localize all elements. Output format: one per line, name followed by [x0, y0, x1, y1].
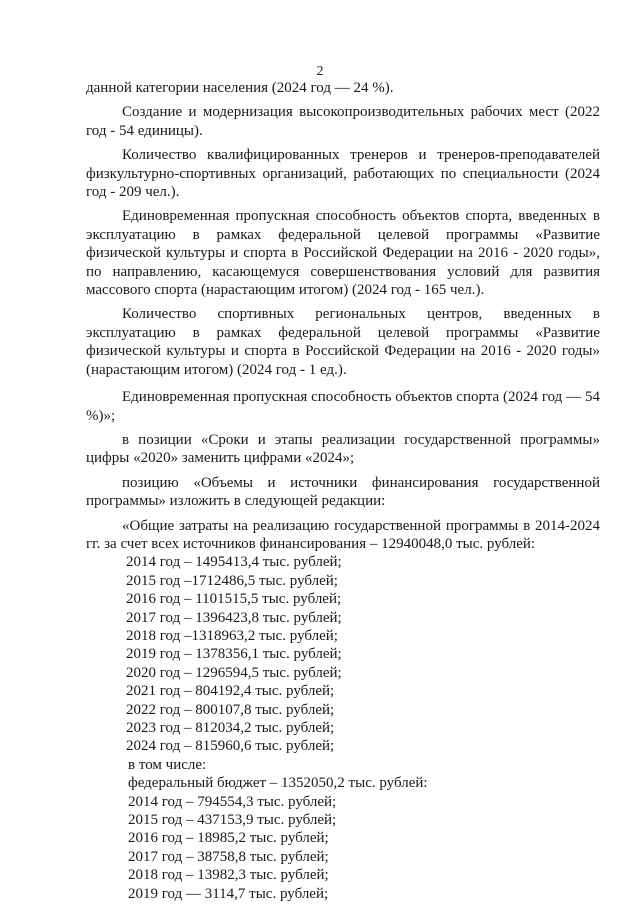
paragraph: Единовременная пропускная способность объектов спорта, введенных в эксплуатацию в рамках федеральной целевой программы «Развитие физической культуры и спорта в Российской Федерации на 2016 - 2020 годы», по направлению, касающемуся совершенствования условий для развития массового спорта (нарастающим итогом) (2024 год - 165 чел.). — [86, 208, 600, 299]
paragraph: Количество квалифицированных тренеров и тренеров-преподавателей физкультурно-спортивных организаций, работающих по специальности (2024 год - 209 чел.). — [86, 147, 600, 201]
page-number: 2 — [316, 64, 324, 79]
list-item: 2017 год – 38758,8 тыс. рублей; — [128, 848, 329, 865]
list-item: 2022 год – 800107,8 тыс. рублей; — [126, 701, 335, 718]
list-item: 2023 год – 812034,2 тыс. рублей; — [126, 720, 335, 736]
paragraph: «Общие затраты на реализацию государственной программы в 2014-2024 гг. за счет всех источников финансирования – 12940048,0 тыс. рублей: — [86, 517, 600, 552]
paragraph: данной категории населения (2024 год — 24 %). — [86, 80, 394, 96]
paragraph: Количество спортивных региональных центров, введенных в эксплуатацию в рамках федеральной целевой программы «Развитие физической культуры и спорта в Российской Федерации на 2016 - 2020 годы» (нарастающим итогом) (2024 год - 1 ед.). — [86, 306, 600, 378]
paragraph: позицию «Объемы и источники финансирования государственной программы» изложить в следующей редакции: — [86, 474, 600, 510]
list-item: 2018 год –1318963,2 тыс. рублей; — [126, 627, 338, 644]
list-item: 2014 год – 1495413,4 тыс. рублей; — [126, 554, 342, 571]
list-item: 2016 год – 1101515,5 тыс. рублей; — [126, 591, 342, 608]
document-body — [86, 79, 600, 903]
list-item: 2021 год – 804192,4 тыс. рублей; — [126, 683, 335, 700]
paragraph: Создание и модернизация высокопроизводительных рабочих мест (2022 год - 54 единицы). — [86, 104, 600, 139]
list-item: 2024 год – 815960,6 тыс. рублей; — [126, 738, 335, 755]
list-item: 2015 год –1712486,5 тыс. рублей; — [126, 572, 338, 589]
paragraph: Единовременная пропускная способность объектов спорта (2024 год — 54 %)»; — [86, 389, 600, 424]
including-label: в том числе: — [128, 756, 207, 773]
list-item: 2017 год – 1396423,8 тыс. рублей; — [126, 609, 342, 626]
federal-list — [86, 793, 600, 903]
totals-list — [86, 553, 600, 755]
list-item: 2019 год — 3114,7 тыс. рублей; — [128, 885, 329, 902]
paragraph: в позиции «Сроки и этапы реализации государственной программы» цифры «2020» заменить цифрами «2024»; — [86, 431, 600, 467]
list-item: 2016 год – 18985,2 тыс. рублей; — [128, 830, 329, 847]
list-item: 2015 год – 437153,9 тыс. рублей; — [128, 812, 337, 829]
list-item: 2019 год – 1378356,1 тыс. рублей; — [126, 646, 342, 663]
federal-budget-total: федеральный бюджет – 1352050,2 тыс. рублей: — [128, 775, 428, 792]
list-item: 2020 год – 1296594,5 тыс. рублей; — [126, 664, 342, 681]
list-item: 2018 год – 13982,3 тыс. рублей; — [128, 867, 329, 884]
list-item: 2014 год – 794554,3 тыс. рублей; — [128, 793, 337, 810]
